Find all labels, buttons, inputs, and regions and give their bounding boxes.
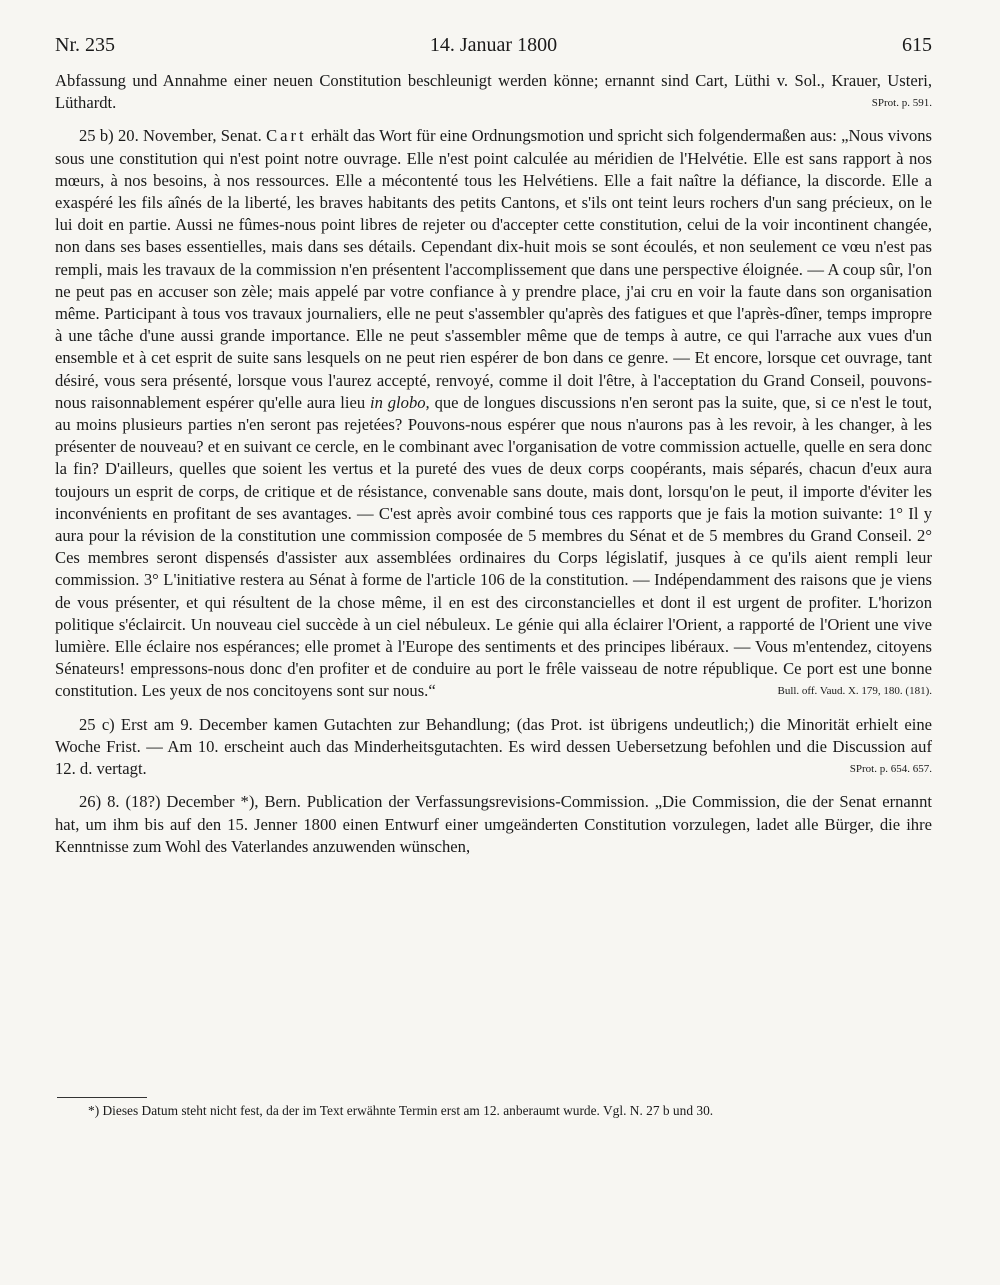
paragraph-text: Abfassung und Annahme einer neuen Constitution beschleunigt werden könne; ernannt sind Cart, Lüthi v. Sol., Krauer, Usteri, Lüthardt. bbox=[55, 71, 932, 113]
citation: SProt. p. 591. bbox=[871, 97, 932, 110]
entry-number: 25 b) bbox=[79, 126, 114, 146]
speech-text: erhält das Wort für eine Ordnungsmotion und spricht sich folgendermaßen aus: „Nous vivons sous une constitution qui n'est point notre ouvrage. Elle n'est point calculée au méridien de l'Helvétie. Elle est sans rapport à nos mœurs, à nos besoins, à nos ressources. Elle a mécontenté tous les Helvétiens. Elle a fait naître la défiance, la discorde. Elle a exaspéré les fils aînés de la liberté, les braves habitants des petits Cantons, et s'ils ont teint leurs rochers d'un sang précieux, on le lui doit en partie. Aussi ne fûmes-nous point libres de rejeter ou d'accepter cette constitution, celui de la voir incontinent changée, non dans ses bases essentielles, mais dans ses détails. Cependant dix-huit mois se sont écoulés, et non seulement ce vœu n'est pas rempli, mais les travaux de la commission n'en présentent l'accomplissement que dans une perspective éloignée. — A coup sûr, l'on ne peut pas en accuser son zèle; mais appelé par votre confiance à y prendre place, j'ai cru en voir la faute dans son organisation même. Participant à tous vos travaux journaliers, elle ne peut s'assembler qu'après des fatigues et que l'après-dîner, temps impropre à une tâche d'une aussi grande importance. Elle ne peut s'assembler même que de temps à autre, ce qui l'arrache aux vues d'un ensemble et à cet esprit de suite sans lesquels on ne peut rien espérer de bon dans ce genre. — Et encore, lorsque cet ouvrage, tant désiré, vous sera présenté, lorsque vous l'aurez accepté, renvoyé, comme il doit l'être, à l'acceptation du Grand Conseil, pouvons-nous raisonnablement espérer qu'elle aura lieu bbox=[55, 126, 933, 412]
paragraph-25c bbox=[55, 714, 932, 781]
citation: Bull. off. Vaud. X. 179, 180. (181). bbox=[777, 685, 932, 698]
paragraph-26 bbox=[55, 791, 932, 858]
italic-phrase: in globo, bbox=[370, 392, 430, 412]
footnote-divider bbox=[57, 1097, 147, 1098]
paragraph-text: 26) 8. (18?) December *), Bern. Publication der Verfassungsrevisions-Commission. „Die Commission, die der Senat ernannt hat, um ihm bis auf den 15. Jenner 1800 einen Entwurf einer umgeänderten Constitution vorzulegen, ladet alle Bürger, die ihre Kenntnisse zum Wohl des Vaterlandes anzuwenden wünschen, bbox=[55, 792, 932, 856]
header-date: 14. Januar 1800 bbox=[429, 34, 558, 56]
speech-text-continued: que de longues discussions n'en seront pas la suite, que, si ce n'est le tout, au moins plusieurs parties n'en seront pas rejetées? Pouvons-nous espérer que nous n'aurons pas à les revoir, à les changer, à les présenter de nouveau? et en suivant ce cercle, en le combinant avec l'organisation de votre commission actuelle, quelle en sera donc la fin? D'ailleurs, quelles que soient les vertus et la pureté des vues de deux corps coopérants, mais séparés, chacun d'eux aura toujours un esprit de corps, de critique et de résistance, convenable sans doute, mais dont, lorsqu'on le peut, il importe d'éviter les inconvénients en profitant de ses avantages. — C'est après avoir combiné tous ces rapports que je fais la motion suivante: 1° Il y aura pour la révision de la constitution une commission composée de 5 membres du Sénat et de 5 membres du Grand Conseil. 2° Ces membres seront dispensés d'assister aux assemblées ordinaires du Corps législatif, jusques à ce qu'ils aient rempli leur commission. 3° L'initiative restera au Sénat à forme de l'article 106 de la constitution. — Indépendamment des raisons que je viens de vous présenter, et qui résultent de la chose même, il en est des circonstancielles et dont il est urgent de profiter. L'horizon politique s'éclaircit. Un nouveau ciel succède à un ciel nébuleux. Le génie qui alla éclairer l'Orient, a rapporté de l'Orient une vive lumière. Elle éclaire nos espérances; elle promet à l'Europe des sentiments et des principes libéraux. — Vous m'entendez, citoyens Sénateurs! empressons-nous donc d'en profiter et de conduire au port le frêle vaisseau de notre république. Ce port est une bonne constitution. Les yeux de nos concitoyens sont sur nous.“ bbox=[55, 392, 932, 701]
paragraph-continuation bbox=[55, 70, 932, 114]
speaker-name: Cart bbox=[266, 126, 307, 146]
paragraph-text: 25 c) Erst am 9. December kamen Gutachten zur Behandlung; (das Prot. ist übrigens undeutlich;) die Minorität erhielt eine Woche Frist. — Am 10. erscheint auch das Minderheitsgutachten. Es wird dessen Uebersetzung befohlen und die Discussion auf 12. d. vertagt. bbox=[55, 714, 932, 779]
document-number: Nr. 235 bbox=[55, 34, 115, 56]
page-number: 615 bbox=[902, 34, 932, 56]
entry-date: 20. November, Senat. bbox=[117, 126, 262, 146]
paragraph-25b bbox=[55, 125, 932, 702]
citation: SProt. p. 654. 657. bbox=[849, 763, 932, 776]
body-text bbox=[55, 70, 932, 858]
footnote: *) Dieses Datum steht nicht fest, da der im Text erwähnte Termin erst am 12. anberaumt wurde. Vgl. N. 27 b und 30. bbox=[88, 1103, 714, 1118]
page-header bbox=[55, 34, 932, 62]
